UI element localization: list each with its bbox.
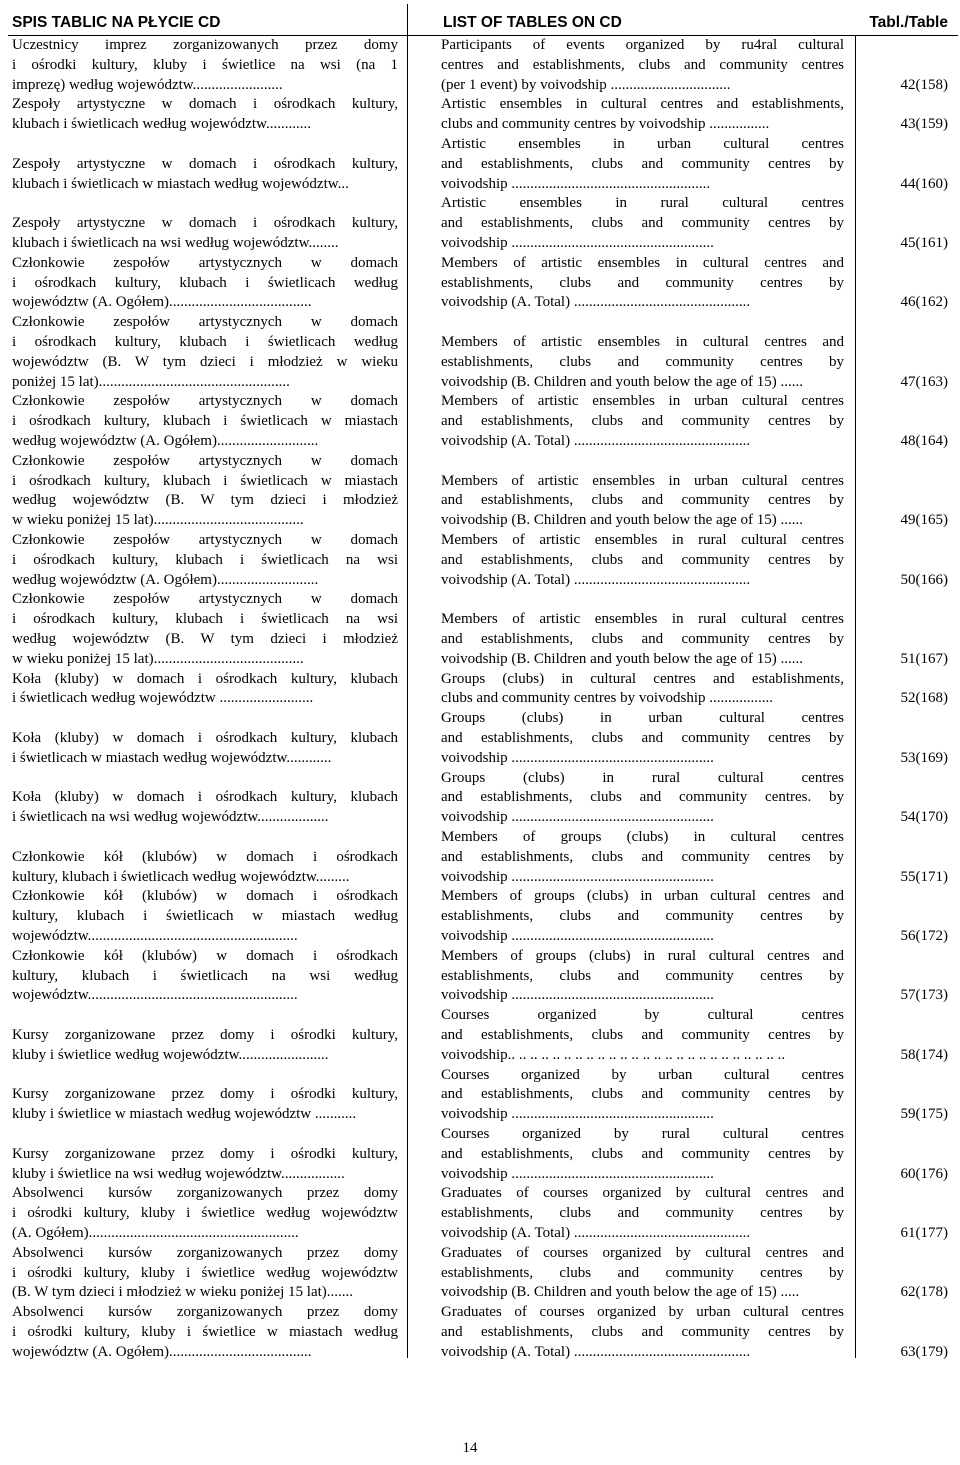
english-title-line: Graduates of courses organized by urban cultural centres [441, 1304, 844, 1321]
polish-title-line: Kursy zorganizowane przez domy i ośrodki kultury, [12, 1145, 398, 1162]
english-title-line: voivodship ...................................................... [441, 809, 714, 826]
polish-title-line: Zespoły artystyczne w domach i ośrodkach kultury, [12, 215, 398, 232]
english-title [441, 1303, 844, 1362]
polish-title-line [12, 1125, 398, 1145]
polish-title-line: Absolwenci kursów zorganizowanych przez domy [12, 1185, 398, 1202]
table-reference: 60(176) [900, 1165, 948, 1182]
table-reference: 62(178) [900, 1284, 948, 1301]
table-reference: 54(170) [900, 809, 948, 826]
table-list-entry [0, 194, 960, 253]
table-reference: 63(179) [900, 1343, 948, 1360]
english-title-line: voivodship (B. Children and youth below the age of 15) ...... [441, 650, 804, 667]
polish-title-line [12, 709, 398, 729]
english-title-line: and establishments, clubs and community centres by [441, 413, 844, 430]
polish-title [12, 194, 398, 253]
polish-title-line: Uczestnicy imprez zorganizowanych przez domy [12, 37, 398, 53]
table-reference: 58(174) [900, 1046, 948, 1063]
table-reference: 48(164) [900, 432, 948, 449]
english-title-line: and establishments, clubs and community centres by [441, 1086, 844, 1103]
table-list-entry [0, 452, 960, 531]
polish-title-line: i ośrodkach kultury, klubach i świetlicach w miastach [12, 472, 398, 489]
english-title-line: Courses organized by urban cultural centres [441, 1066, 844, 1083]
table-list-entry [0, 392, 960, 451]
english-title-line: clubs and community centres by voivodship ................ [441, 116, 770, 133]
table-list-entry [0, 313, 960, 392]
english-title-line: (per 1 event) by voivodship ................................ [441, 76, 731, 93]
polish-title-line [12, 1066, 398, 1086]
english-title [441, 135, 844, 194]
english-title-line [441, 590, 844, 610]
polish-title-line: Absolwenci kursów zorganizowanych przez domy [12, 1244, 398, 1261]
polish-title [12, 1303, 398, 1362]
table-reference: 46(162) [900, 294, 948, 311]
table-reference: 53(169) [900, 749, 948, 766]
polish-title [12, 392, 398, 451]
polish-title [12, 769, 398, 828]
polish-title [12, 1125, 398, 1184]
polish-title [12, 254, 398, 313]
english-title-line: and establishments, clubs and community centres by [441, 729, 844, 746]
table-list-entry [0, 135, 960, 194]
header-polish-title: SPIS TABLIC NA PŁYCIE CD [12, 14, 221, 31]
english-title [441, 947, 844, 1006]
polish-title-line [12, 194, 398, 214]
english-title [441, 1184, 844, 1243]
english-title [441, 1244, 844, 1303]
polish-title [12, 709, 398, 768]
polish-title-line: w wieku poniżej 15 lat)........................................ [12, 512, 304, 529]
english-title [441, 887, 844, 946]
english-title [441, 36, 844, 95]
polish-title-line: Członkowie zespołów artystycznych w domach [12, 591, 398, 608]
english-title-line: establishments, clubs and community centres by [441, 1205, 844, 1222]
polish-title-line: województw (A. Ogółem)...................................... [12, 1343, 312, 1360]
english-title-line: voivodship (B. Children and youth below the age of 15) ...... [441, 373, 804, 390]
english-title-line: Members of artistic ensembles in urban cultural centres [441, 393, 844, 410]
polish-title [12, 135, 398, 194]
polish-title-line: i świetlicach na wsi według województw................... [12, 809, 329, 826]
polish-title [12, 1244, 398, 1303]
table-list-entry [0, 590, 960, 669]
table-list-entry [0, 36, 960, 95]
polish-title-line: i ośrodki kultury, kluby i świetlice na wsi (na 1 [12, 56, 398, 73]
english-title-line: Graduates of courses organized by cultural centres and [441, 1185, 844, 1202]
polish-title-line [12, 135, 398, 155]
polish-title-line: i świetlicach według województw ......................... [12, 690, 314, 707]
english-title-line: voivodship ...................................................... [441, 987, 714, 1004]
table-list-entry [0, 769, 960, 828]
polish-title-line: Zespoły artystyczne w domach i ośrodkach kultury, [12, 96, 398, 113]
english-title-line: establishments, clubs and community centres by [441, 353, 844, 370]
polish-title-line: (B. W tym dzieci i młodzież w wieku poniżej 15 lat)....... [12, 1284, 354, 1301]
english-title-line: Members of groups (clubs) in cultural centres [441, 829, 844, 845]
english-title-line: voivodship ...................................................... [441, 927, 714, 944]
english-title [441, 670, 844, 710]
polish-title [12, 590, 398, 669]
polish-title-line: i ośrodkach kultury, klubach i świetlicach według [12, 274, 398, 291]
polish-title-line: województw........................................................ [12, 987, 298, 1004]
table-list-entry [0, 1303, 960, 1362]
polish-title-line: według województw (B. W tym dzieci i młodzież [12, 492, 398, 509]
polish-title [12, 828, 398, 887]
english-title-line: establishments, clubs and community centres by [441, 274, 844, 291]
polish-title-line [12, 1006, 398, 1026]
polish-title-line: i świetlicach w miastach według województw............ [12, 749, 332, 766]
english-title-line [441, 452, 844, 472]
table-list-entry [0, 531, 960, 590]
polish-title [12, 452, 398, 531]
english-title-line: and establishments, clubs and community centres by [441, 155, 844, 172]
polish-title-line: województw (A. Ogółem)...................................... [12, 294, 312, 311]
table-reference: 61(177) [900, 1224, 948, 1241]
polish-title [12, 887, 398, 946]
table-list-entry [0, 709, 960, 768]
table-reference: 56(172) [900, 927, 948, 944]
english-title [441, 313, 844, 392]
english-title [441, 392, 844, 451]
polish-title [12, 1066, 398, 1125]
english-title-line: voivodship (A. Total) ............................................... [441, 432, 751, 449]
polish-title [12, 531, 398, 590]
polish-title-line: i ośrodki kultury, kluby i świetlice według województw [12, 1264, 398, 1281]
english-title [441, 1066, 844, 1125]
english-title-line: voivodship (A. Total) ............................................... [441, 571, 751, 588]
polish-title-line: poniżej 15 lat)................................................... [12, 373, 290, 390]
english-title-line: establishments, clubs and community centres by [441, 1264, 844, 1281]
table-list-entry [0, 947, 960, 1006]
polish-title [12, 95, 398, 135]
table-reference: 47(163) [900, 373, 948, 390]
english-title-line: and establishments, clubs and community centres by [441, 492, 844, 509]
english-title-line: voivodship (A. Total) ............................................... [441, 1343, 751, 1360]
polish-title-line: i ośrodkach kultury, klubach i świetlicach w miastach [12, 413, 398, 430]
polish-title-line: Kursy zorganizowane przez domy i ośrodki kultury, [12, 1086, 398, 1103]
polish-title-line: Członkowie kół (klubów) w domach i ośrodkach [12, 848, 398, 865]
polish-title-line: Członkowie zespołów artystycznych w domach [12, 532, 398, 548]
english-title-line: and establishments, clubs and community centres. by [441, 789, 844, 806]
english-title-line: voivodship ...................................................... [441, 868, 714, 885]
english-title-line: and establishments, clubs and community centres by [441, 551, 844, 568]
table-reference: 45(161) [900, 234, 948, 251]
polish-title-line: kluby i świetlice na wsi według województw................. [12, 1165, 345, 1182]
polish-title-line: Koła (kluby) w domach i ośrodkach kultury, klubach [12, 729, 398, 746]
english-title [441, 709, 844, 768]
table-reference: 59(175) [900, 1106, 948, 1123]
table-reference: 51(167) [900, 650, 948, 667]
page-number: 14 [462, 1440, 478, 1456]
polish-title-line: Koła (kluby) w domach i ośrodkach kultury, klubach [12, 789, 398, 806]
english-title-line: and establishments, clubs and community centres by [441, 848, 844, 865]
english-title-line: and establishments, clubs and community centres by [441, 1026, 844, 1043]
polish-title-line: Członkowie zespołów artystycznych w domach [12, 254, 398, 271]
table-list-entry [0, 95, 960, 135]
header-english-title: LIST OF TABLES ON CD [443, 14, 622, 31]
polish-title-line [12, 769, 398, 789]
english-title [441, 590, 844, 669]
polish-title-line: klubach i świetlicach na wsi według województw........ [12, 234, 339, 251]
table-list-entry [0, 1006, 960, 1065]
english-title-line: centres and establishments, clubs and community centres [441, 56, 844, 73]
english-title-line: Members of artistic ensembles in rural cultural centres [441, 532, 844, 548]
polish-title-line: i ośrodki kultury, kluby i świetlice w miastach według [12, 1323, 398, 1340]
polish-title-line: Koła (kluby) w domach i ośrodkach kultury, klubach [12, 670, 398, 687]
table-reference: 55(171) [900, 868, 948, 885]
polish-title-line: kluby i świetlice według województw........................ [12, 1046, 329, 1063]
english-title [441, 531, 844, 590]
polish-title-line: według województw (B. W tym dzieci i młodzież [12, 630, 398, 647]
english-title-line: Artistic ensembles in rural cultural centres [441, 195, 844, 212]
table-reference: 42(158) [900, 76, 948, 93]
english-title-line: Members of artistic ensembles in urban cultural centres [441, 472, 844, 489]
table-list-entry [0, 1244, 960, 1303]
english-title [441, 95, 844, 135]
table-list-entry [0, 1066, 960, 1125]
english-title-line: establishments, clubs and community centres by [441, 908, 844, 925]
english-title-line: voivodship ...................................................... [441, 234, 714, 251]
polish-title-line: Członkowie zespołów artystycznych w domach [12, 452, 398, 469]
english-title-line: voivodship (B. Children and youth below the age of 15) ..... [441, 1284, 800, 1301]
header-table-label: Tabl./Table [869, 14, 948, 31]
english-title-line: voivodship ...................................................... [441, 749, 714, 766]
polish-title-line: województw (B. W tym dzieci i młodzież w wieku [12, 353, 398, 370]
polish-title-line: kultury, klubach i świetlicach w miastach według [12, 908, 398, 925]
english-title [441, 1006, 844, 1065]
page-header [0, 6, 960, 36]
table-list-entry [0, 828, 960, 887]
polish-title-line: (A. Ogółem)........................................................ [12, 1224, 299, 1241]
polish-title-line: imprezę) według województw........................ [12, 76, 283, 93]
table-list-entry [0, 670, 960, 710]
polish-title-line [12, 828, 398, 848]
english-title-line: Members of artistic ensembles in rural cultural centres [441, 611, 844, 628]
table-reference: 52(168) [900, 690, 948, 707]
polish-title-line: kultury, klubach i świetlicach według województw......... [12, 868, 350, 885]
table-list-entry [0, 1125, 960, 1184]
english-title-line: Courses organized by rural cultural centres [441, 1126, 844, 1142]
polish-title-line: Członkowie kół (klubów) w domach i ośrodkach [12, 888, 398, 905]
polish-title [12, 1184, 398, 1243]
english-title [441, 194, 844, 253]
polish-title-line: kultury, klubach i świetlicach na wsi według [12, 967, 398, 984]
english-title-line: voivodship ...................................................... [441, 1106, 714, 1123]
english-title [441, 828, 844, 887]
polish-title-line: według województw (A. Ogółem)........................... [12, 571, 319, 588]
english-title-line: Groups (clubs) in cultural centres and establishments, [441, 670, 844, 687]
table-reference: 49(165) [900, 512, 948, 529]
polish-title-line: kluby i świetlice w miastach według województw ........... [12, 1106, 357, 1123]
polish-title-line: i ośrodkach kultury, klubach i świetlicach na wsi [12, 611, 398, 628]
english-title-line: Artistic ensembles in cultural centres and establishments, [441, 96, 844, 113]
english-title-line [441, 313, 844, 333]
polish-title [12, 313, 398, 392]
english-title-line: and establishments, clubs and community centres by [441, 1145, 844, 1162]
polish-title-line: i ośrodki kultury, kluby i świetlice według województw [12, 1205, 398, 1222]
english-title-line: voivodship.. .. .. .. .. .. .. .. .. .. .. .. .. .. .. .. .. .. .. .. .. .. .. .. .. [441, 1046, 786, 1063]
polish-title [12, 670, 398, 710]
english-title-line: voivodship (A. Total) ............................................... [441, 294, 751, 311]
english-title-line: Members of artistic ensembles in cultural centres and [441, 254, 844, 271]
table-list-entry [0, 1184, 960, 1243]
english-title-line: Artistic ensembles in urban cultural centres [441, 136, 844, 152]
english-title-line: Members of groups (clubs) in urban cultural centres and [441, 888, 844, 905]
polish-title [12, 947, 398, 1006]
table-reference: 44(160) [900, 175, 948, 192]
polish-title-line: Członkowie zespołów artystycznych w domach [12, 393, 398, 410]
polish-title-line: Absolwenci kursów zorganizowanych przez domy [12, 1304, 398, 1321]
table-list-entry [0, 254, 960, 313]
english-title [441, 1125, 844, 1184]
english-title-line: Members of groups (clubs) in rural cultural centres and [441, 947, 844, 964]
polish-title-line: Kursy zorganizowane przez domy i ośrodki kultury, [12, 1026, 398, 1043]
english-title [441, 452, 844, 531]
english-title-line: and establishments, clubs and community centres by [441, 215, 844, 232]
english-title-line: Participants of events organized by ru4ral cultural [441, 37, 844, 53]
polish-title-line: i ośrodkach kultury, klubach i świetlicach według [12, 333, 398, 350]
english-title-line: Graduates of courses organized by cultural centres and [441, 1244, 844, 1261]
english-title-line: Groups (clubs) in urban cultural centres [441, 710, 844, 727]
english-title-line: Courses organized by cultural centres [441, 1007, 844, 1024]
polish-title-line: i ośrodkach kultury, klubach i świetlicach na wsi [12, 551, 398, 568]
table-reference: 50(166) [900, 571, 948, 588]
polish-title-line: Zespoły artystyczne w domach i ośrodkach kultury, [12, 155, 398, 172]
polish-title-line: Członkowie kół (klubów) w domach i ośrodkach [12, 947, 398, 964]
polish-title [12, 36, 398, 95]
english-title-line: and establishments, clubs and community centres by [441, 1323, 844, 1340]
polish-title-line: w wieku poniżej 15 lat)........................................ [12, 650, 304, 667]
english-title-line: voivodship ..................................................... [441, 175, 711, 192]
english-title [441, 769, 844, 828]
table-reference: 43(159) [900, 116, 948, 133]
english-title [441, 254, 844, 313]
english-title-line: Members of artistic ensembles in cultural centres and [441, 333, 844, 350]
english-title-line: voivodship ...................................................... [441, 1165, 714, 1182]
table-reference: 57(173) [900, 987, 948, 1004]
polish-title-line: według województw (A. Ogółem)........................... [12, 432, 319, 449]
table-list-entry [0, 887, 960, 946]
polish-title [12, 1006, 398, 1065]
polish-title-line: województw........................................................ [12, 927, 298, 944]
polish-title-line: Członkowie zespołów artystycznych w domach [12, 314, 398, 331]
english-title-line: clubs and community centres by voivodship ................. [441, 690, 774, 707]
english-title-line: and establishments, clubs and community centres by [441, 630, 844, 647]
polish-title-line: klubach i świetlicach według województw............ [12, 116, 311, 133]
english-title-line: establishments, clubs and community centres by [441, 967, 844, 984]
english-title-line: Groups (clubs) in rural cultural centres [441, 769, 844, 786]
polish-title-line: klubach i świetlicach w miastach według województw... [12, 175, 349, 192]
english-title-line: voivodship (A. Total) ............................................... [441, 1224, 751, 1241]
english-title-line: voivodship (B. Children and youth below the age of 15) ...... [441, 512, 804, 529]
